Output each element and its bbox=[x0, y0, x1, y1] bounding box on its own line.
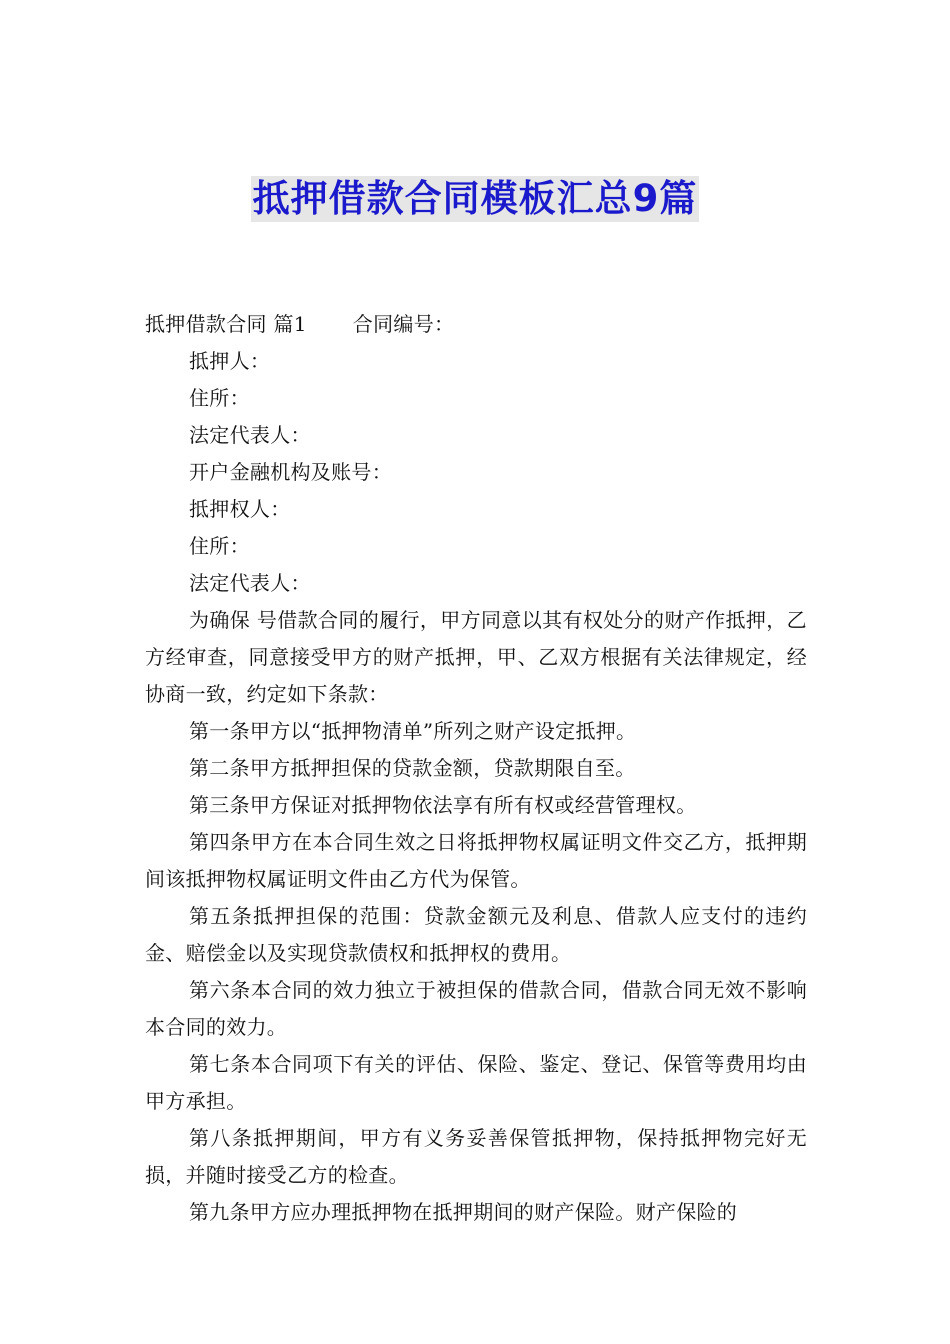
paragraph: 法定代表人： bbox=[189, 423, 311, 447]
document-body bbox=[145, 306, 807, 1231]
paragraph: 第七条本合同项下有关的评估、保险、鉴定、登记、保管等费用均由甲方承担。 bbox=[145, 1052, 807, 1113]
paragraph: 第六条本合同的效力独立于被担保的借款合同，借款合同无效不影响本合同的效力。 bbox=[145, 978, 807, 1039]
paragraph: 为确保 号借款合同的履行，甲方同意以其有权处分的财产作抵押，乙方经审查，同意接受甲方的财产抵押，甲、乙双方根据有关法律规定，经协商一致，约定如下条款： bbox=[145, 608, 807, 706]
heading-left: 抵押借款合同 篇1 bbox=[145, 312, 307, 336]
paragraph: 第四条甲方在本合同生效之日将抵押物权属证明文件交乙方，抵押期间该抵押物权属证明文件由乙方代为保管。 bbox=[145, 830, 807, 891]
paragraph: 住所： bbox=[189, 534, 250, 558]
paragraph: 第二条甲方抵押担保的贷款金额，贷款期限自至。 bbox=[189, 756, 636, 780]
paragraph: 抵押权人： bbox=[189, 497, 291, 521]
heading-line bbox=[145, 306, 807, 343]
paragraph: 第一条甲方以“抵押物清单”所列之财产设定抵押。 bbox=[189, 719, 637, 743]
paragraph: 抵押人： bbox=[189, 349, 271, 373]
document-title: 抵押借款合同模板汇总9篇 bbox=[252, 177, 698, 220]
paragraph: 第三条甲方保证对抵押物依法享有所有权或经营管理权。 bbox=[189, 793, 697, 817]
paragraph: 第八条抵押期间，甲方有义务妥善保管抵押物，保持抵押物完好无损，并随时接受乙方的检查。 bbox=[145, 1126, 807, 1187]
heading-right: 合同编号： bbox=[352, 312, 455, 336]
paragraph: 开户金融机构及账号： bbox=[189, 460, 392, 484]
paragraph: 第九条甲方应办理抵押物在抵押期间的财产保险。财产保险的 bbox=[189, 1200, 738, 1224]
title-wrap bbox=[0, 176, 950, 222]
paragraph: 第五条抵押担保的范围：贷款金额元及利息、借款人应支付的违约金、赔偿金以及实现贷款债权和抵押权的费用。 bbox=[145, 904, 807, 965]
paragraph: 住所： bbox=[189, 386, 250, 410]
paragraph: 法定代表人： bbox=[189, 571, 311, 595]
